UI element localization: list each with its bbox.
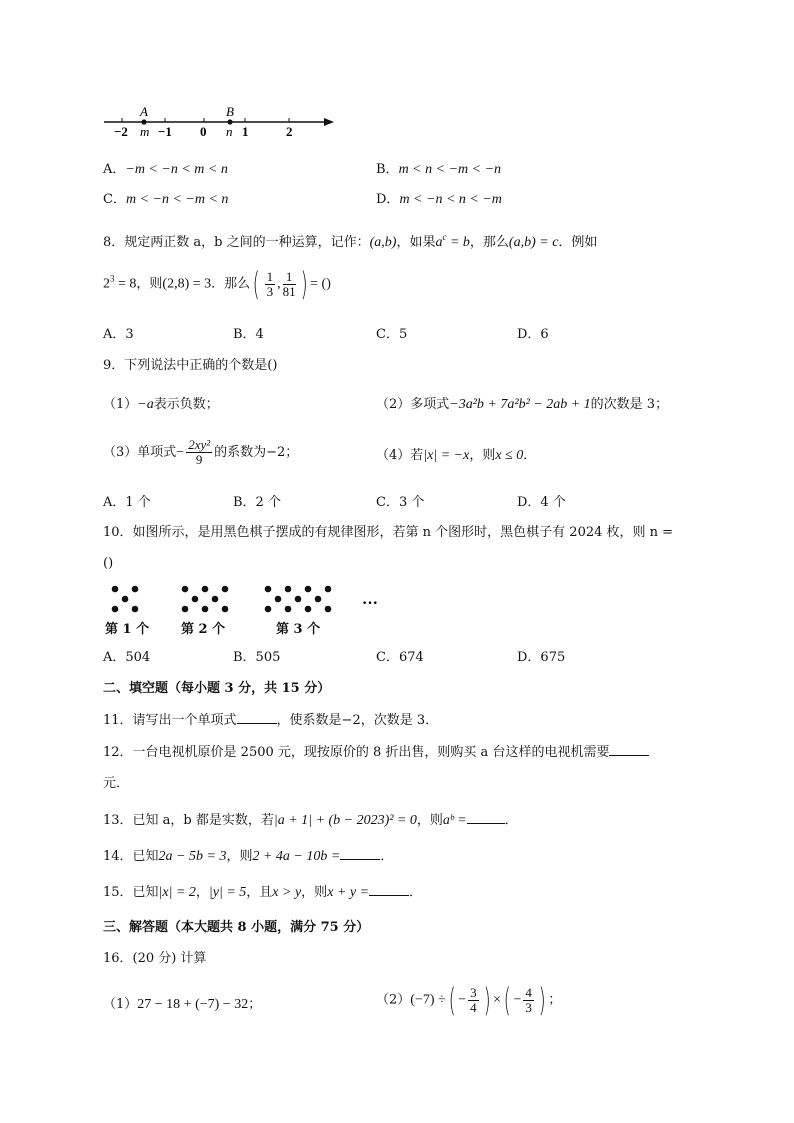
- chess-piece: [265, 606, 272, 613]
- q9-option-b: B．2 个: [233, 495, 281, 510]
- answer-blank[interactable]: [237, 722, 277, 724]
- q10-option-d: D．675: [517, 650, 566, 665]
- q11: 11．请写出一个单项式 ，使系数是−2，次数是 3．: [103, 713, 439, 728]
- tick-label: 1: [242, 124, 249, 139]
- q9-statement-4: （4）若|x| = −x，则x ≤ 0．: [376, 448, 537, 463]
- chess-piece: [132, 606, 139, 613]
- q7-option-c: C．m < −n < −m < n: [103, 192, 229, 207]
- q8-option-a: A．3: [103, 327, 134, 342]
- q8-option-d: D．6: [517, 327, 549, 342]
- q8-stem-line1: 8．规定两正数 a，b 之间的一种运算，记作：(a,b)，如果$a^c = b$，那么(a,b) = c．例如: [103, 232, 598, 250]
- chess-piece: [202, 586, 209, 593]
- chess-piece: [182, 586, 189, 593]
- chess-piece: [295, 596, 302, 603]
- chess-piece: [325, 586, 332, 593]
- q10-option-a: A．504: [103, 650, 151, 665]
- q8-stem-line2: $2^3 = 8$，则(2,8) = 3．那么( $\frac{1}{3}$ , $\frac{1}{81}$ ) = (): [103, 265, 331, 303]
- q14: 14．已知2a − 5b = 3，则2 + 4a − 10b = ．: [103, 849, 394, 864]
- q9-option-d: D．4 个: [517, 495, 566, 510]
- q12-line1: 12．一台电视机原价是 2500 元，现按原价的 8 折出售，则购买 a 台这样的电视机需要: [103, 744, 649, 762]
- q10-fig3-label: 第 3 个: [276, 622, 321, 637]
- q10-stem-line2: (): [103, 556, 114, 571]
- chess-piece: [202, 606, 209, 613]
- chess-piece: [265, 586, 272, 593]
- chess-piece: [305, 586, 312, 593]
- chess-piece: [305, 606, 312, 613]
- q16-part-2: （2）(−7) ÷( − $\frac{3}{4}$ ) ×( − $\frac{4}{3}$ ) ；: [376, 981, 562, 1019]
- chess-piece: [222, 586, 229, 593]
- q13: 13．已知 a，b 都是实数，若|a + 1| + (b − 2023)² = 0，则aᵇ = ．: [103, 813, 518, 828]
- q10-option-b: B．505: [233, 650, 281, 665]
- chess-piece: [222, 606, 229, 613]
- number-line-figure: [100, 104, 340, 140]
- tick-label: −2: [114, 124, 128, 139]
- answer-blank[interactable]: [609, 754, 649, 756]
- point-a-label: A: [140, 104, 148, 119]
- chess-piece: [325, 606, 332, 613]
- q8-option-b: B．4: [233, 327, 264, 342]
- q9-option-a: A．1 个: [103, 495, 151, 510]
- q10-fig1-label: 第 1 个: [105, 622, 150, 637]
- q7-option-a: A．−m < −n < m < n: [103, 162, 228, 177]
- q9-statement-2: （2）多项式−3a²b + 7a²b² − 2ab + 1的次数是 3；: [376, 397, 669, 412]
- point-b-label: B: [226, 104, 234, 119]
- chess-piece: [122, 596, 129, 603]
- tick-label: 0: [200, 124, 207, 139]
- chess-piece: [315, 596, 322, 603]
- q8-option-c: C．5: [376, 327, 408, 342]
- tick-label: −1: [158, 124, 172, 139]
- q9-option-c: C．3 个: [376, 495, 425, 510]
- answer-blank[interactable]: [340, 858, 380, 860]
- q12-line2: 元．: [103, 776, 130, 791]
- ellipsis: ···: [362, 595, 379, 612]
- chess-piece: [112, 586, 119, 593]
- q7-option-b: B．m < n < −m < −n: [376, 162, 502, 177]
- q16-part-1: （1）27 − 18 + (−7) − 32；: [103, 997, 262, 1012]
- q10-stem-line1: 10．如图所示，是用黑色棋子摆成的有规律图形，若第 n 个图形时，黑色棋子有 2024 枚，则 n =: [103, 525, 674, 540]
- q9-statement-1: （1）−a表示负数；: [103, 397, 219, 412]
- number-line-arrow: [324, 118, 334, 126]
- chess-piece: [182, 606, 189, 613]
- chess-piece: [285, 586, 292, 593]
- section-2-title: 二、填空题（每小题 3 分，共 15 分）: [103, 681, 331, 696]
- q9-stem: 9．下列说法中正确的个数是(): [103, 358, 278, 373]
- q15: 15．已知|x| = 2，|y| = 5，且x > y，则x + y = ．: [103, 885, 423, 900]
- chess-piece: [275, 596, 282, 603]
- q16-stem: 16．(20 分) 计算: [103, 951, 207, 966]
- q10-option-c: C．674: [376, 650, 424, 665]
- point-a-var: m: [140, 124, 150, 139]
- answer-blank[interactable]: [369, 894, 409, 896]
- chess-piece: [112, 606, 119, 613]
- answer-blank[interactable]: [467, 822, 505, 824]
- q10-fig2-label: 第 2 个: [181, 622, 226, 637]
- q7-option-d: D．m < −n < n < −m: [376, 192, 502, 207]
- tick-label: 2: [286, 124, 293, 139]
- chess-piece: [212, 596, 219, 603]
- point-b-var: n: [226, 124, 233, 139]
- chess-piece: [285, 606, 292, 613]
- q10-pattern-figure: [100, 584, 400, 616]
- q9-statement-3: （3）单项式− $\frac{\text{2xy²}}{9}$ 的系数为−2；: [103, 437, 299, 467]
- section-3-title: 三、解答题（本大题共 8 小题，满分 75 分）: [103, 920, 370, 935]
- chess-piece: [132, 586, 139, 593]
- chess-piece: [192, 596, 199, 603]
